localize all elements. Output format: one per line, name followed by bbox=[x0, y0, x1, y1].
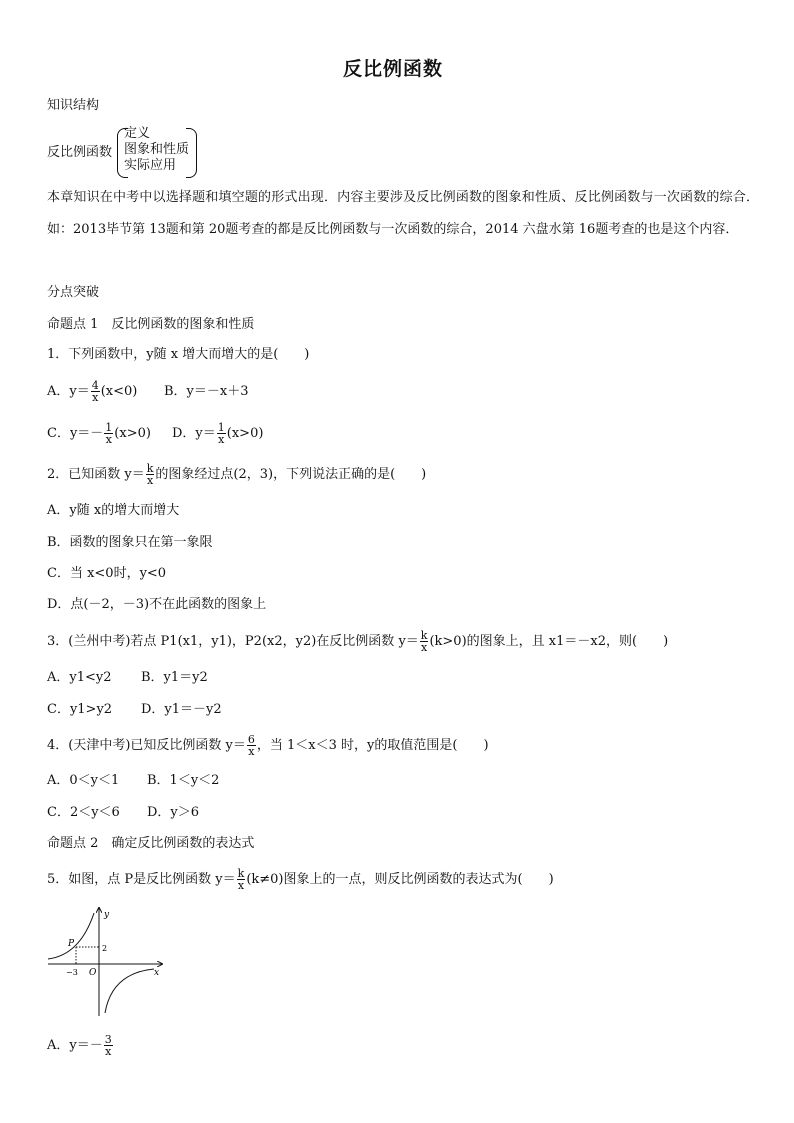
q2-stem: 2．已知函数 y＝ $\frac{k}{x}$ 的图象经过点(2，3)，下列说法正确的是( ) bbox=[47, 462, 427, 487]
q5-stem: 5．如图，点 P是反比例函数 y＝ $\frac{k}{x}$ (k≠0)图象上的一点，则反比例函数的表达式为( ) bbox=[47, 867, 554, 892]
q3-option-c: C．y1>y2 bbox=[47, 702, 113, 717]
q3-option-b: B．y1＝y2 bbox=[141, 670, 208, 685]
q4-option-a: A．0＜y＜1 bbox=[47, 773, 120, 788]
q1-option-b: B．y＝－x＋3 bbox=[164, 384, 249, 399]
structure-item-application: 实际应用 bbox=[124, 158, 177, 173]
q4-stem: 4．(天津中考)已知反比例函数 y＝ $\frac{6}{x}$ ，当 1＜x＜3 时，y的取值范围是( ) bbox=[47, 733, 489, 758]
q2-option-d: D．点(－2，－3)不在此函数的图象上 bbox=[47, 597, 267, 612]
structure-root: 反比例函数 bbox=[47, 145, 113, 160]
q2-option-a: A．y随 x的增大而增大 bbox=[47, 503, 180, 518]
q3-stem: 3．(兰州中考)若点 P1(x1，y1)，P2(x2，y2)在反比例函数 y＝ $\frac{k}{x}$ (k>0)的图象上，且 x1＝－x2，则( ) bbox=[47, 629, 669, 654]
q2-option-c: C．当 x<0时，y<0 bbox=[47, 566, 167, 581]
q3-option-d: D．y1＝－y2 bbox=[141, 702, 222, 717]
structure-item-definition: 定义 bbox=[124, 126, 151, 141]
q1-option-c: C．y＝－ $\frac{1}{x}$ (x>0) bbox=[47, 421, 151, 446]
page-title: 反比例函数 bbox=[343, 58, 444, 80]
point-p-label: P bbox=[68, 939, 75, 949]
structure-item-graph-properties: 图象和性质 bbox=[124, 142, 190, 157]
q5-graph bbox=[44, 905, 170, 1019]
q4-option-c: C．2＜y＜6 bbox=[47, 805, 120, 820]
y-tick-label: 2 bbox=[102, 944, 108, 953]
q2-option-b: B．函数的图象只在第一象限 bbox=[47, 535, 213, 550]
y-axis-label: y bbox=[104, 910, 110, 920]
origin-label: O bbox=[89, 968, 97, 978]
x-tick-label: −3 bbox=[66, 968, 78, 977]
intro-paragraph: 本章知识在中考中以选择题和填空题的形式出现．内容主要涉及反比例函数的图象和性质、反比例函数与一次函数的综合．如：2013毕节第 13题和第 20题考查的都是反比例函数与一次函数的综合，2014 六盘水第 16题考查的也是这个内容． bbox=[47, 190, 759, 237]
q3-option-a: A．y1<y2 bbox=[47, 670, 112, 685]
q1-option-d: D．y＝ $\frac{1}{x}$ (x>0) bbox=[172, 421, 264, 446]
q1-option-a: A．y＝ $\frac{4}{x}$ (x<0) bbox=[47, 379, 138, 404]
q5-option-a: A．y＝－ $\frac{3}{x}$ bbox=[47, 1033, 112, 1058]
hyperbola-branch-left bbox=[48, 913, 94, 959]
section-heading-knowledge: 知识结构 bbox=[47, 98, 100, 113]
section-heading-breakdown: 分点突破 bbox=[47, 285, 100, 300]
q4-option-d: D．y＞6 bbox=[147, 805, 200, 820]
q1-stem: 1．下列函数中，y随 x 增大而增大的是( ) bbox=[47, 347, 310, 362]
hyperbola-branch-right bbox=[105, 969, 154, 1013]
topic-1-heading: 命题点 1 反比例函数的图象和性质 bbox=[47, 317, 255, 332]
x-axis-label: x bbox=[154, 968, 160, 978]
topic-2-heading: 命题点 2 确定反比例函数的表达式 bbox=[47, 836, 255, 851]
q4-option-b: B．1＜y＜2 bbox=[147, 773, 220, 788]
